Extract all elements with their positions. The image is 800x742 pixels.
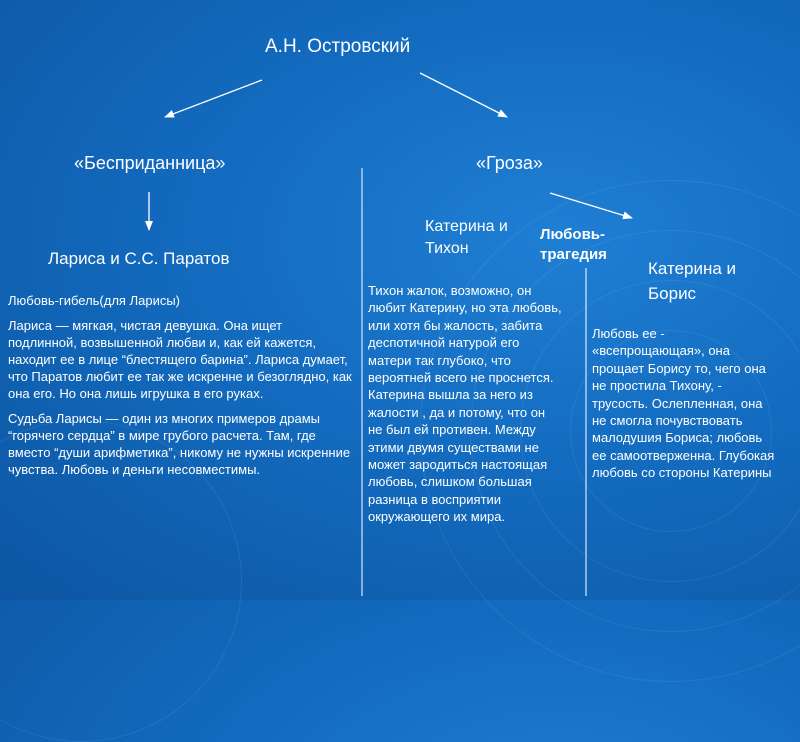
- larisa-heading: Любовь-гибель(для Ларисы): [8, 293, 181, 308]
- work-bespridannitsa: «Бесприданница»: [74, 153, 226, 173]
- pair-katerina-boris: Катерина и Борис: [648, 259, 737, 303]
- author-title: А.Н. Островский: [265, 36, 411, 57]
- larisa-paragraph-2: Судьба Ларисы — один из многих примеров драмы “горячего сердца” в мире грубого расчета. Там, где вместо “души арифметика”, никому не нужны искренние чувства. Любовь и деньги несовместимы.: [8, 411, 351, 477]
- pair-katerina-tikhon: Катерина и Тихон: [425, 218, 508, 257]
- larisa-paragraph-1: Лариса — мягкая, чистая девушка. Она ищет подлинной, возвышенной любви и, как ей кажется, находит ее в лице “блестящего барина”. Лариса думает, что Паратов любит ее так же искренне и безоглядно, как она его. Но она лишь игрушка в его руках.: [8, 318, 352, 401]
- larisa-column: [8, 292, 353, 486]
- arrow-to-katerina-boris: [550, 193, 632, 218]
- pair-larisa-paratov: Лариса и С.С. Паратов: [48, 249, 230, 268]
- arrow-to-groza: [420, 73, 507, 117]
- boris-text: Любовь ее - «всепрощающая», она прощает Борису то, чего она не простила Тихону, - трусость. Ослепленная, она не смогла почувствовать малодушия Бориса; любовь ее самоотверженна. Глубокая любовь со стороны Катерины: [592, 326, 775, 481]
- love-tragedy-label: Любовь-трагедия: [540, 226, 607, 263]
- tikhon-text: Тихон жалок, возможно, он любит Катерину, но эта любовь, или хотя бы жалость, забита деспотичной натурой его матери так глубоко, что вероятней всего не проснется. Катерина вышла за него из жалости , да и потому, что он не был ей противен. Между этими двумя существами не может зародиться настоящая любовь, слишком большая разница в восприятии окружающего их мира.: [368, 283, 562, 525]
- arrow-to-bespridannitsa: [165, 80, 262, 117]
- work-groza: «Гроза»: [476, 153, 543, 173]
